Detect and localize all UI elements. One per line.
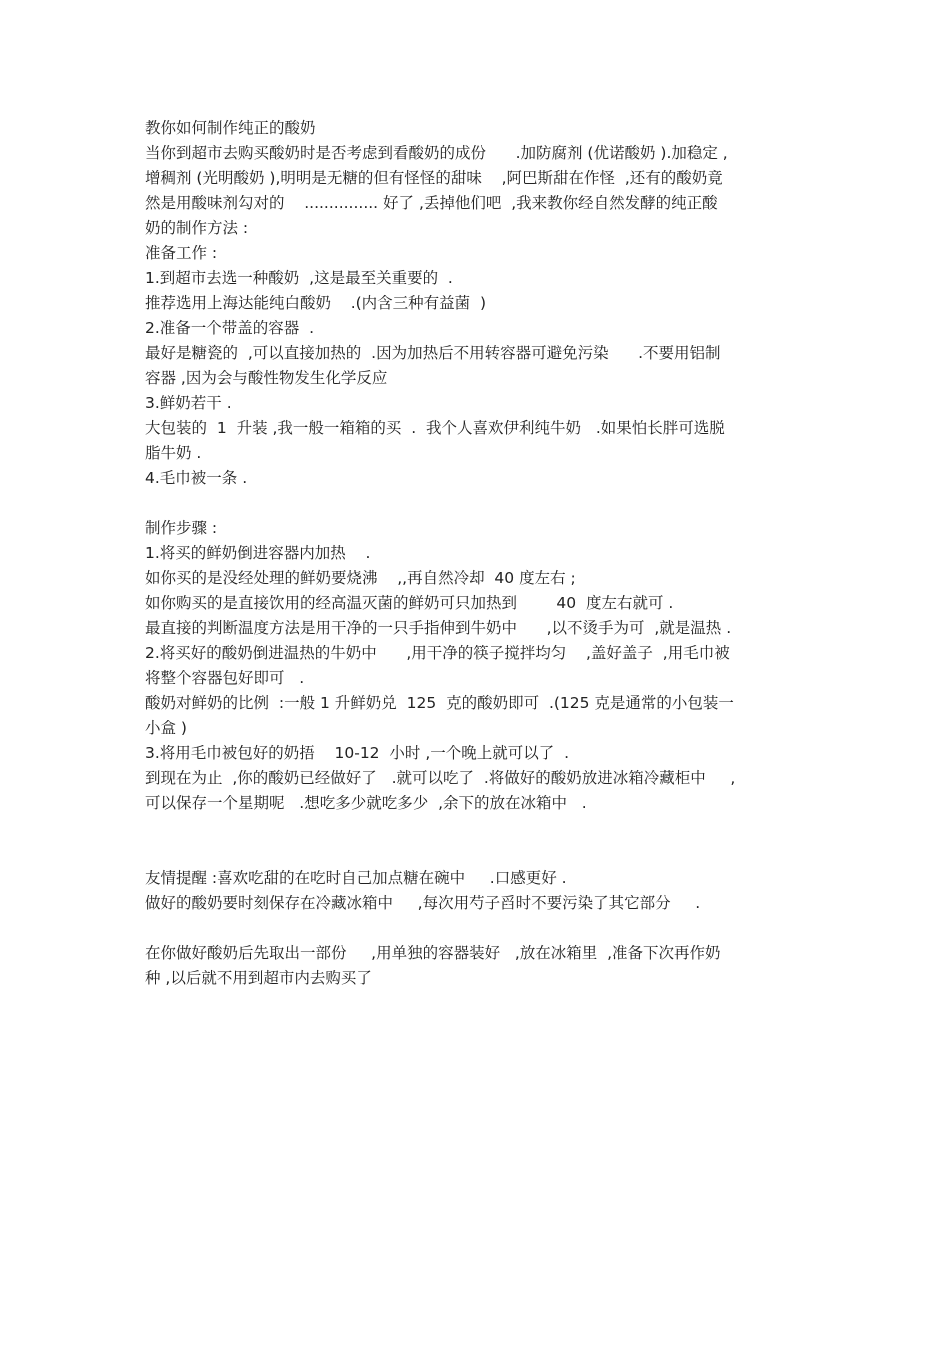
step-line: 如你买的是没经处理的鲜奶要烧沸 ,,再自然冷却 40 度左右 ; — [145, 569, 576, 587]
step-line: 到现在为止 ,你的酸奶已经做好了 .就可以吃了 .将做好的酸奶放进冰箱冷藏柜中 , — [145, 769, 736, 787]
tip-line: 友情提醒 :喜欢吃甜的在吃时自己加点糖在碗中 .口感更好 . — [145, 869, 567, 887]
spacer — [145, 816, 825, 866]
step-line: 如你购买的是直接饮用的经高温灭菌的鲜奶可只加热到 40 度左右就可 . — [145, 594, 674, 612]
intro-line: 然是用酸味剂勾对的 ............... 好了 ,丢掉他们吧 ,我来教你经自然发酵的纯正酸 — [145, 194, 718, 212]
closing-line: 种 ,以后就不用到超市内去购买了 — [145, 969, 372, 987]
prep-line: 最好是糖瓷的 ,可以直接加热的 .因为加热后不用转容器可避免污染 .不要用铝制 — [145, 344, 721, 362]
step-line: 2.将买好的酸奶倒进温热的牛奶中 ,用干净的筷子搅拌均匀 ,盖好盖子 ,用毛巾被 — [145, 644, 730, 662]
prep-line: 大包装的 1 升装 ,我一般一箱箱的买 . 我个人喜欢伊利纯牛奶 .如果怕长胖可选脱 — [145, 419, 725, 437]
prep-line: 容器 ,因为会与酸性物发生化学反应 — [145, 369, 388, 387]
spacer — [145, 491, 825, 516]
step-line: 酸奶对鲜奶的比例 :一般 1 升鲜奶兑 125 克的酸奶即可 .(125 克是通常的小包装一 — [145, 694, 734, 712]
tip-line: 做好的酸奶要时刻保存在冷藏冰箱中 ,每次用芍子舀时不要污染了其它部分 . — [145, 894, 701, 912]
prep-line: 2.准备一个带盖的容器 . — [145, 319, 315, 337]
intro-line: 奶的制作方法 : — [145, 219, 249, 237]
prep-line: 脂牛奶 . — [145, 444, 202, 462]
prep-line: 推荐选用上海达能纯白酸奶 .(内含三种有益菌 ) — [145, 294, 487, 312]
doc-title: 教你如何制作纯正的酸奶 — [145, 119, 316, 137]
steps-heading: 制作步骤 : — [145, 519, 218, 537]
prep-line: 1.到超市去选一种酸奶 ,这是最至关重要的 . — [145, 269, 453, 287]
step-line: 小盒 ) — [145, 719, 187, 737]
prep-line: 3.鲜奶若干 . — [145, 394, 232, 412]
document-body — [145, 116, 825, 991]
prep-heading: 准备工作 : — [145, 244, 218, 262]
step-line: 最直接的判断温度方法是用干净的一只手指伸到牛奶中 ,以不烫手为可 ,就是温热 . — [145, 619, 732, 637]
step-line: 3.将用毛巾被包好的奶捂 10-12 小时 ,一个晚上就可以了 . — [145, 744, 570, 762]
intro-line: 增稠剂 (光明酸奶 ),明明是无糖的但有怪怪的甜味 ,阿巴斯甜在作怪 ,还有的酸奶竟 — [145, 169, 723, 187]
intro-line: 当你到超市去购买酸奶时是否考虑到看酸奶的成份 .加防腐剂 (优诺酸奶 ).加稳定 , — [145, 144, 728, 162]
step-line: 1.将买的鲜奶倒进容器内加热 . — [145, 544, 371, 562]
closing-line: 在你做好酸奶后先取出一部份 ,用单独的容器装好 ,放在冰箱里 ,准备下次再作奶 — [145, 944, 721, 962]
step-line: 可以保存一个星期呢 .想吃多少就吃多少 ,余下的放在冰箱中 . — [145, 794, 587, 812]
step-line: 将整个容器包好即可 . — [145, 669, 305, 687]
prep-line: 4.毛巾被一条 . — [145, 469, 248, 487]
spacer — [145, 916, 825, 941]
